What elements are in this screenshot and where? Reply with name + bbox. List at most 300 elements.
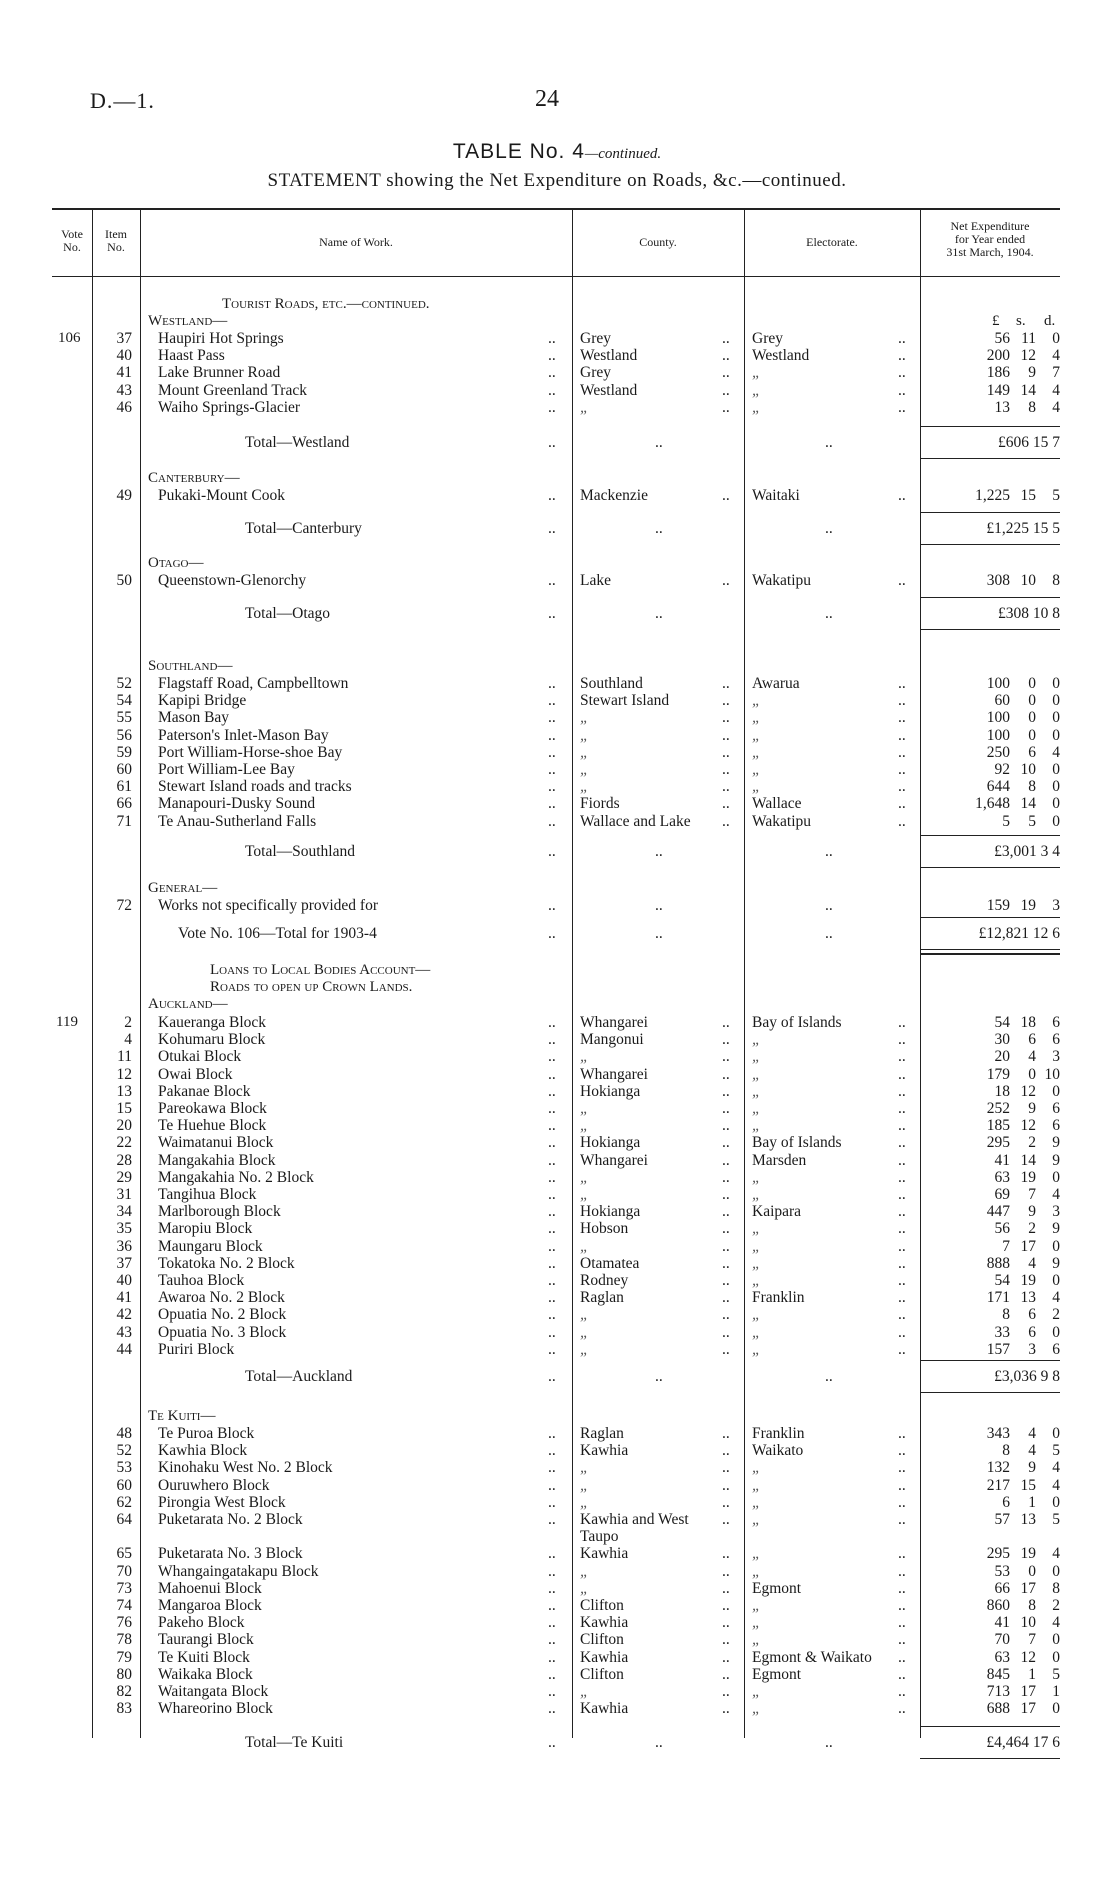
table-row	[0, 1100, 1114, 1117]
leader-dots: ..	[898, 1237, 906, 1255]
leader-dots: ..	[722, 1272, 730, 1289]
table-row	[0, 761, 1114, 778]
amount-pence: 0	[1052, 1272, 1060, 1289]
table-row	[0, 1117, 1114, 1134]
leader-dots: ..	[655, 1734, 663, 1751]
table-row	[0, 1597, 1114, 1614]
section-canterbury: Canterbury—	[148, 470, 240, 486]
amount-pence: 3	[1052, 1048, 1060, 1066]
work-name: Te Puroa Block	[158, 1425, 255, 1442]
leader-dots: ..	[722, 743, 730, 761]
county: Kawhia	[580, 1648, 629, 1666]
section-general: General—	[148, 880, 218, 896]
leader-dots: ..	[898, 1597, 906, 1614]
work-name: Ouruwhero Block	[158, 1476, 270, 1494]
electorate: „	[752, 1272, 761, 1289]
work-name: Waimatanui Block	[158, 1134, 274, 1152]
leader-dots: ..	[722, 1665, 730, 1683]
leader-dots: ..	[722, 1476, 730, 1494]
leader-dots: ..	[722, 347, 730, 365]
leader-dots: ..	[548, 1648, 556, 1666]
electorate: „	[752, 1340, 761, 1358]
work-name: Tangihua Block	[158, 1186, 257, 1203]
electorate: „	[752, 778, 761, 796]
county: „	[580, 1323, 589, 1341]
leader-dots: ..	[825, 843, 833, 860]
amount-pounds: 644	[986, 778, 1010, 796]
units-pence: d.	[1044, 313, 1056, 329]
amount-pounds: 252	[986, 1100, 1010, 1117]
total-row-otago	[0, 605, 1114, 622]
work-name: Whangaingatakapu Block	[158, 1562, 319, 1580]
amount-pence: 3	[1052, 897, 1060, 914]
section-tourist: Tourist Roads, etc.—continued.	[222, 296, 430, 312]
amount-pounds: 295	[986, 1134, 1010, 1152]
leader-dots: ..	[722, 1117, 730, 1135]
total-rule	[920, 597, 1060, 598]
work-name: Opuatia No. 2 Block	[158, 1306, 287, 1324]
table-row	[0, 1134, 1114, 1151]
col-head-vote-line1: Vote	[61, 227, 83, 241]
amount-shillings: 14	[1020, 381, 1036, 399]
county: „	[580, 1048, 589, 1066]
amount-shillings: 9	[1028, 1459, 1036, 1477]
leader-dots: ..	[655, 605, 663, 622]
item-number: 83	[116, 1700, 132, 1718]
leader-dots: ..	[548, 381, 556, 399]
amount-pounds: 250	[986, 743, 1010, 761]
county: „	[580, 761, 589, 778]
electorate: „	[752, 1597, 761, 1614]
county: Mackenzie	[580, 487, 648, 504]
amount-shillings: 9	[1028, 1203, 1036, 1221]
work-name: Flagstaff Road, Campbelltown	[158, 675, 349, 692]
amount-shillings: 11	[1021, 330, 1036, 347]
electorate: „	[752, 1545, 761, 1563]
leader-dots: ..	[898, 726, 906, 744]
county: Grey	[580, 330, 611, 347]
leader-dots: ..	[898, 398, 906, 416]
leader-dots: ..	[548, 812, 556, 830]
leader-dots: ..	[898, 1272, 906, 1289]
leader-dots: ..	[898, 1545, 906, 1563]
amount-pounds: 7	[1002, 1237, 1010, 1255]
vote-119: 119	[56, 1014, 78, 1030]
col-head-vote-line2: No.	[63, 240, 81, 254]
leader-dots: ..	[548, 1562, 556, 1580]
amount-pence: 5	[1052, 487, 1060, 504]
county: Westland	[580, 381, 638, 399]
item-number: 53	[116, 1459, 132, 1477]
county: Kawhia	[580, 1545, 629, 1563]
col-head-item-line2: No.	[107, 240, 125, 254]
county: Stewart Island	[580, 692, 670, 710]
amount-pounds: 8	[1002, 1306, 1010, 1324]
amount-pence: 0	[1052, 1237, 1060, 1255]
electorate: „	[752, 1683, 761, 1700]
amount-shillings: 9	[1028, 364, 1036, 382]
amount-shillings: 12	[1020, 1082, 1036, 1100]
leader-dots: ..	[722, 1631, 730, 1649]
item-number: 72	[116, 897, 132, 914]
leader-dots: ..	[548, 1614, 556, 1632]
table-row	[0, 1048, 1114, 1065]
work-name: Pakanae Block	[158, 1082, 251, 1100]
electorate: „	[752, 709, 761, 727]
item-number: 36	[116, 1237, 132, 1255]
table-row	[0, 330, 1114, 347]
electorate: Franklin	[752, 1425, 805, 1442]
county: „	[580, 1168, 589, 1186]
amount-shillings: 12	[1020, 347, 1036, 365]
county: „	[580, 1100, 589, 1117]
total-row-canterbury	[0, 520, 1114, 537]
electorate: „	[752, 1476, 761, 1494]
table-row	[0, 795, 1114, 812]
leader-dots: ..	[548, 761, 556, 778]
total-row-westland	[0, 434, 1114, 451]
col-head-net-line3: 31st March, 1904.	[946, 245, 1034, 259]
leader-dots: ..	[722, 1493, 730, 1511]
table-row	[0, 778, 1114, 795]
leader-dots: ..	[722, 1306, 730, 1324]
table-row	[0, 1220, 1114, 1237]
county: Clifton	[580, 1631, 624, 1649]
leader-dots: ..	[722, 778, 730, 796]
leader-dots: ..	[722, 726, 730, 744]
county: „	[580, 1237, 589, 1255]
amount-pence: 4	[1052, 1289, 1060, 1307]
leader-dots: ..	[548, 1323, 556, 1341]
item-number: 78	[116, 1631, 132, 1649]
leader-dots: ..	[548, 778, 556, 796]
item-number: 61	[116, 778, 132, 796]
total-amount: £12,821 12 6	[978, 925, 1060, 942]
electorate: „	[752, 1631, 761, 1649]
total-amount: £4,464 17 6	[986, 1734, 1060, 1751]
amount-pounds: 179	[986, 1065, 1010, 1083]
leader-dots: ..	[898, 1289, 906, 1307]
electorate: „	[752, 1700, 761, 1718]
amount-shillings: 0	[1028, 1065, 1036, 1083]
table-row	[0, 1324, 1114, 1341]
leader-dots: ..	[548, 1186, 556, 1203]
item-number: 46	[116, 398, 132, 416]
leader-dots: ..	[722, 1134, 730, 1152]
leader-dots: ..	[898, 709, 906, 727]
leader-dots: ..	[548, 1665, 556, 1683]
total-row-tekuiti	[0, 1734, 1114, 1751]
table-row	[0, 487, 1114, 504]
leader-dots: ..	[548, 1459, 556, 1477]
work-name: Puketarata No. 3 Block	[158, 1545, 303, 1563]
county: Mangonui	[580, 1031, 644, 1049]
amount-pence: 7	[1052, 364, 1060, 382]
leader-dots: ..	[722, 675, 730, 692]
page-number: 24	[535, 86, 559, 112]
electorate: Waitaki	[752, 487, 800, 504]
work-name: Stewart Island roads and tracks	[158, 778, 352, 796]
table-row	[0, 1306, 1114, 1323]
work-name: Mason Bay	[158, 709, 230, 727]
item-number: 55	[116, 709, 132, 727]
amount-shillings: 4	[1028, 1048, 1036, 1066]
leader-dots: ..	[898, 1425, 906, 1442]
work-name: Mount Greenland Track	[158, 381, 307, 399]
table-row	[0, 1289, 1114, 1306]
county: Whangarei	[580, 1065, 648, 1083]
units-shillings: s.	[1016, 313, 1026, 329]
work-name: Waiho Springs-Glacier	[158, 398, 301, 416]
work-name: Opuatia No. 3 Block	[158, 1323, 287, 1341]
leader-dots: ..	[548, 726, 556, 744]
table-row	[0, 364, 1114, 381]
county: Raglan	[580, 1425, 624, 1442]
leader-dots: ..	[548, 1014, 556, 1031]
leader-dots: ..	[655, 897, 663, 914]
amount-pence: 8	[1052, 572, 1060, 589]
amount-pence: 6	[1052, 1340, 1060, 1358]
county: Raglan	[580, 1289, 624, 1307]
leader-dots: ..	[898, 1100, 906, 1117]
leader-dots: ..	[548, 1700, 556, 1718]
amount-pounds: 63	[994, 1168, 1010, 1186]
amount-shillings: 1	[1028, 1665, 1036, 1683]
leader-dots: ..	[898, 1151, 906, 1169]
leader-dots: ..	[548, 520, 556, 537]
leader-dots: ..	[898, 1648, 906, 1666]
leader-dots: ..	[548, 1734, 556, 1751]
county: Westland	[580, 347, 638, 365]
leader-dots: ..	[548, 897, 556, 914]
item-number: 73	[116, 1579, 132, 1597]
amount-pounds: 132	[986, 1459, 1010, 1477]
work-name: Owai Block	[158, 1065, 233, 1083]
electorate: „	[752, 1306, 761, 1324]
leader-dots: ..	[548, 347, 556, 365]
amount-pounds: 63	[994, 1648, 1010, 1666]
section-westland: Westland—	[148, 313, 228, 329]
electorate: „	[752, 1082, 761, 1100]
amount-shillings: 2	[1028, 1220, 1036, 1238]
leader-dots: ..	[898, 1220, 906, 1238]
item-number: 40	[116, 347, 132, 365]
table-row	[0, 1014, 1114, 1031]
header-bottom-rule	[52, 276, 1060, 277]
item-number: 50	[116, 572, 132, 589]
amount-shillings: 6	[1028, 1031, 1036, 1049]
leader-dots: ..	[898, 1014, 906, 1031]
amount-pence: 0	[1052, 726, 1060, 744]
section-loans-2: Roads to open up Crown Lands.	[210, 979, 413, 995]
amount-pence: 0	[1052, 330, 1060, 347]
leader-dots: ..	[722, 1048, 730, 1066]
item-number: 52	[116, 1442, 132, 1460]
leader-dots: ..	[548, 364, 556, 382]
work-name: Mangakahia No. 2 Block	[158, 1168, 314, 1186]
leader-dots: ..	[655, 1368, 663, 1385]
item-number: 29	[116, 1168, 132, 1186]
work-name: Paterson's Inlet-Mason Bay	[158, 726, 329, 744]
amount-pounds: 308	[986, 572, 1010, 589]
electorate: Egmont & Waikato	[752, 1648, 872, 1666]
amount-pounds: 1,648	[975, 795, 1010, 813]
electorate: „	[752, 1100, 761, 1117]
amount-pence: 0	[1052, 692, 1060, 710]
table-row	[0, 1169, 1114, 1186]
leader-dots: ..	[825, 1734, 833, 1751]
leader-dots: ..	[722, 1700, 730, 1718]
amount-pounds: 33	[994, 1323, 1010, 1341]
leader-dots: ..	[548, 709, 556, 727]
table-row	[0, 572, 1114, 589]
work-name: Haast Pass	[158, 347, 225, 365]
amount-pence: 0	[1052, 795, 1060, 813]
county: „	[580, 726, 589, 744]
leader-dots: ..	[898, 692, 906, 710]
amount-shillings: 10	[1020, 572, 1036, 589]
county: „	[580, 709, 589, 727]
total-amount: £3,036 9 8	[994, 1368, 1060, 1385]
amount-pounds: 149	[986, 381, 1010, 399]
amount-shillings: 0	[1028, 726, 1036, 744]
leader-dots: ..	[898, 1579, 906, 1597]
leader-dots: ..	[898, 1665, 906, 1683]
amount-shillings: 5	[1028, 812, 1036, 830]
amount-pence: 5	[1052, 1442, 1060, 1460]
leader-dots: ..	[722, 1031, 730, 1049]
amount-pounds: 8	[1002, 1442, 1010, 1460]
item-number: 60	[116, 761, 132, 778]
electorate: Egmont	[752, 1665, 802, 1683]
county: „	[580, 1476, 589, 1494]
amount-shillings: 6	[1028, 1323, 1036, 1341]
leader-dots: ..	[548, 1579, 556, 1597]
col-head-item-line1: Item	[105, 227, 127, 241]
table-row	[0, 1494, 1114, 1511]
amount-pounds: 888	[986, 1254, 1010, 1272]
electorate: Franklin	[752, 1289, 805, 1307]
work-name: Lake Brunner Road	[158, 364, 281, 382]
electorate: Wakatipu	[752, 812, 812, 830]
electorate: „	[752, 1220, 761, 1238]
leader-dots: ..	[898, 761, 906, 778]
electorate: Westland	[752, 347, 810, 365]
leader-dots: ..	[548, 434, 556, 451]
amount-pounds: 60	[994, 692, 1010, 710]
item-number: 42	[116, 1306, 132, 1324]
county: „	[580, 1579, 589, 1597]
amount-pence: 4	[1052, 1476, 1060, 1494]
total-rule-under	[920, 1758, 1060, 1759]
county: Kawhia	[580, 1700, 629, 1718]
leader-dots: ..	[722, 1545, 730, 1563]
work-name: Queenstown-Glenorchy	[158, 572, 307, 589]
leader-dots: ..	[548, 1220, 556, 1238]
amount-shillings: 12	[1020, 1648, 1036, 1666]
amount-shillings: 10	[1020, 761, 1036, 778]
total-rule-under	[920, 544, 1060, 545]
leader-dots: ..	[548, 1476, 556, 1494]
amount-pence: 0	[1052, 1425, 1060, 1442]
county: Whangarei	[580, 1014, 648, 1031]
item-number: 59	[116, 743, 132, 761]
total-rule-under	[920, 949, 1060, 950]
amount-pence: 0	[1052, 1168, 1060, 1186]
work-name: Waitangata Block	[158, 1683, 269, 1700]
leader-dots: ..	[548, 572, 556, 589]
item-number: 71	[116, 812, 132, 830]
amount-shillings: 0	[1028, 692, 1036, 710]
leader-dots: ..	[722, 1151, 730, 1169]
table-title	[0, 140, 1114, 164]
electorate: Marsden	[752, 1151, 807, 1169]
county: „	[580, 1493, 589, 1511]
leader-dots: ..	[655, 434, 663, 451]
amount-shillings: 3	[1028, 1340, 1036, 1358]
leader-dots: ..	[898, 1700, 906, 1718]
leader-dots: ..	[898, 1323, 906, 1341]
amount-pence: 0	[1052, 1562, 1060, 1580]
section-loans-1: Loans to Local Bodies Account—	[210, 962, 431, 978]
col-head-vote	[52, 228, 92, 254]
work-name: Puketarata No. 2 Block	[158, 1511, 303, 1528]
leader-dots: ..	[548, 1425, 556, 1442]
leader-dots: ..	[548, 605, 556, 622]
amount-pence: 0	[1052, 709, 1060, 727]
leader-dots: ..	[825, 520, 833, 537]
table-title-suffix: —continued.	[584, 146, 662, 162]
table-row	[0, 1459, 1114, 1476]
leader-dots: ..	[655, 520, 663, 537]
amount-shillings: 12	[1020, 1117, 1036, 1135]
amount-shillings: 2	[1028, 1134, 1036, 1152]
leader-dots: ..	[825, 605, 833, 622]
work-name: Pukaki-Mount Cook	[158, 487, 286, 504]
work-name: Haupiri Hot Springs	[158, 330, 284, 347]
item-number: 64	[116, 1511, 132, 1528]
amount-pounds: 20	[994, 1048, 1010, 1066]
leader-dots: ..	[898, 1511, 906, 1528]
amount-shillings: 19	[1020, 1545, 1036, 1563]
electorate: Wakatipu	[752, 572, 812, 589]
work-name: Mangakahia Block	[158, 1151, 276, 1169]
section-tekuiti: Te Kuiti—	[148, 1408, 216, 1424]
work-name: Puriri Block	[158, 1340, 235, 1358]
item-number: 80	[116, 1665, 132, 1683]
amount-pounds: 56	[994, 330, 1010, 347]
work-name: Pareokawa Block	[158, 1100, 267, 1117]
amount-shillings: 17	[1020, 1579, 1036, 1597]
amount-pounds: 30	[994, 1031, 1010, 1049]
item-number: 62	[116, 1493, 132, 1511]
leader-dots: ..	[722, 761, 730, 778]
amount-shillings: 1	[1028, 1493, 1036, 1511]
leader-dots: ..	[825, 925, 833, 942]
item-number: 66	[116, 795, 132, 813]
amount-shillings: 4	[1028, 1254, 1036, 1272]
amount-pence: 0	[1052, 1323, 1060, 1341]
leader-dots: ..	[548, 795, 556, 813]
work-name: Tokatoka No. 2 Block	[158, 1254, 295, 1272]
total-rule	[920, 1360, 1060, 1361]
leader-dots: ..	[898, 1683, 906, 1700]
leader-dots: ..	[722, 709, 730, 727]
amount-pounds: 171	[986, 1289, 1010, 1307]
amount-pence: 0	[1052, 1493, 1060, 1511]
table-row	[0, 1683, 1114, 1700]
amount-pence: 2	[1052, 1597, 1060, 1614]
